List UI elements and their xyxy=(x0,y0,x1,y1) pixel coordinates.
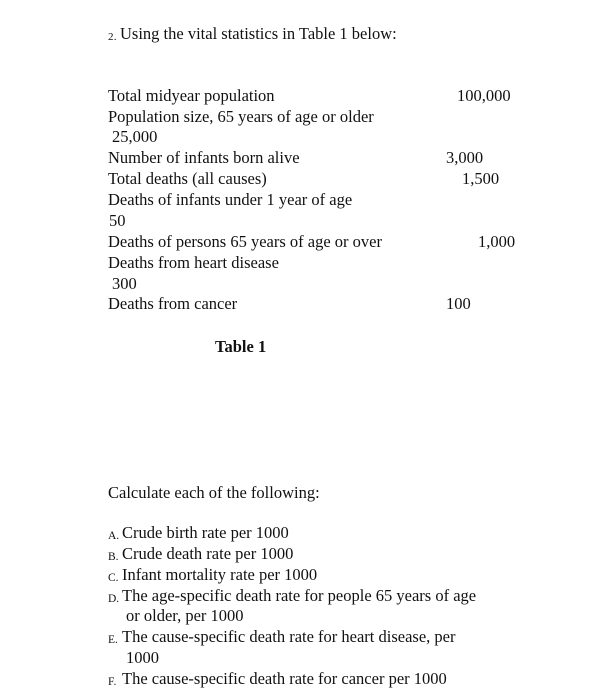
stat-value-heart-disease: 300 xyxy=(112,274,137,293)
stat-label-population-65: Population size, 65 years of age or older xyxy=(108,107,374,126)
item-text: The cause-specific death rate for cancer per 1000 xyxy=(122,669,447,688)
question-number: 2. xyxy=(108,31,117,43)
stat-value-cancer: 100 xyxy=(446,294,471,313)
stat-value-deaths-65: 1,000 xyxy=(478,232,516,251)
item-text: Crude death rate per 1000 xyxy=(122,544,294,563)
stat-label-infant-deaths: Deaths of infants under 1 year of age xyxy=(108,190,353,209)
item-text-line2: or older, per 1000 xyxy=(126,606,244,625)
stat-label-heart-disease: Deaths from heart disease xyxy=(108,253,279,272)
item-letter: D. xyxy=(108,593,120,605)
instruction-text: Calculate each of the following: xyxy=(108,483,320,502)
item-text: Crude birth rate per 1000 xyxy=(122,523,289,542)
stat-label-cancer: Deaths from cancer xyxy=(108,294,238,313)
item-letter: E. xyxy=(108,634,118,646)
stat-label-deaths-65: Deaths of persons 65 years of age or over xyxy=(108,232,382,251)
stat-label-total-deaths: Total deaths (all causes) xyxy=(108,169,267,188)
item-text-line1: The age-specific death rate for people 65 years of age xyxy=(122,586,477,605)
stat-value-total-deaths: 1,500 xyxy=(462,169,500,188)
question-text: Using the vital statistics in Table 1 below: xyxy=(120,24,397,43)
stat-value-population-65: 25,000 xyxy=(112,127,158,146)
item-letter: C. xyxy=(108,572,119,584)
item-letter: A. xyxy=(108,530,120,542)
stat-value-infant-deaths: 50 xyxy=(109,211,126,230)
item-text-line2: 1000 xyxy=(126,648,159,667)
item-text-line1: The cause-specific death rate for heart disease, per xyxy=(122,627,456,646)
item-letter: F. xyxy=(108,676,117,688)
table-caption: Table 1 xyxy=(215,337,267,356)
stat-label-total-population: Total midyear population xyxy=(108,86,275,105)
item-text: Infant mortality rate per 1000 xyxy=(122,565,318,584)
stat-label-infants-born: Number of infants born alive xyxy=(108,148,300,167)
stat-value-infants-born: 3,000 xyxy=(446,148,484,167)
stat-value-total-population: 100,000 xyxy=(457,86,511,105)
item-letter: B. xyxy=(108,551,119,563)
